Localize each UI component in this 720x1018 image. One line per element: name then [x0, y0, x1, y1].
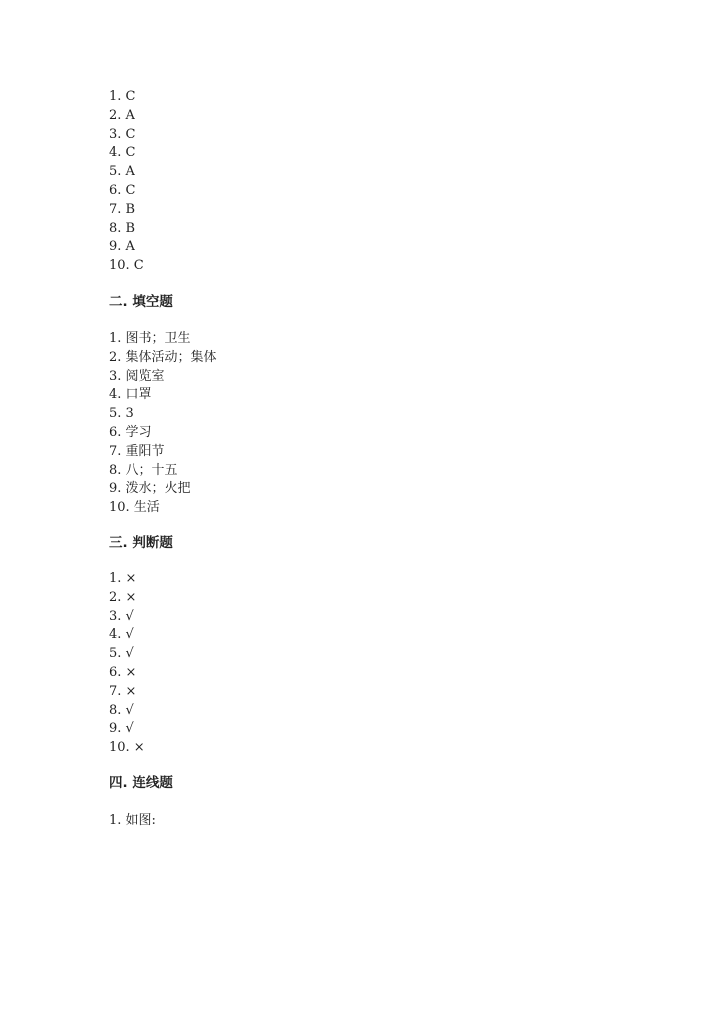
list-item: 3. C — [109, 126, 136, 142]
list-item: 3. √ — [109, 608, 134, 624]
list-item: 6. 学习 — [109, 424, 152, 440]
matching-answers-list — [109, 812, 156, 831]
list-item: 8. B — [109, 220, 136, 236]
fill-in-blank-answers-list — [109, 330, 217, 518]
true-false-answers-list — [109, 570, 145, 758]
list-item: 8. √ — [109, 702, 134, 718]
fill-in-blank-heading: 二. 填空题 — [109, 294, 173, 310]
list-item: 9. A — [109, 239, 135, 255]
list-item: 6. × — [109, 664, 137, 680]
list-item: 2. 集体活动；集体 — [109, 349, 217, 365]
list-item: 10. 生活 — [109, 500, 160, 516]
list-item: 8. 八；十五 — [109, 462, 178, 478]
list-item: 4. √ — [109, 627, 134, 643]
true-false-heading: 三. 判断题 — [109, 535, 173, 551]
list-item: 7. B — [109, 201, 136, 217]
list-item: 10. C — [109, 258, 144, 274]
choice-answers-list — [109, 88, 144, 276]
list-item: 4. C — [109, 145, 136, 161]
list-item: 3. 阅览室 — [109, 368, 165, 384]
list-item: 1. C — [109, 89, 136, 104]
list-item: 1. × — [109, 571, 137, 586]
list-item: 7. × — [109, 683, 137, 699]
list-item: 5. A — [109, 164, 135, 180]
list-item: 6. C — [109, 182, 136, 198]
list-item: 4. 口罩 — [109, 387, 152, 403]
list-item: 9. 泼水；火把 — [109, 481, 191, 497]
list-item: 5. √ — [109, 646, 134, 662]
list-item: 9. √ — [109, 721, 134, 737]
list-item: 7. 重阳节 — [109, 443, 165, 459]
list-item: 1. 如图: — [109, 813, 156, 828]
list-item: 5. 3 — [109, 406, 134, 422]
list-item: 2. A — [109, 107, 135, 123]
matching-heading: 四. 连线题 — [109, 775, 173, 791]
list-item: 10. × — [109, 740, 145, 756]
list-item: 2. × — [109, 589, 137, 605]
list-item: 1. 图书；卫生 — [109, 331, 191, 346]
